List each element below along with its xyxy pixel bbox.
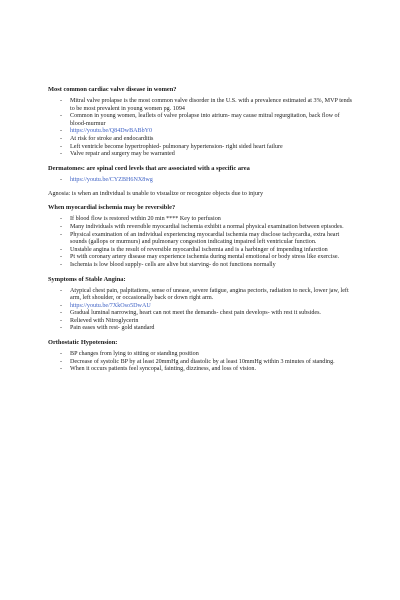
list-item-text: Decrease of systolic BP by at least 20mmHg and diastolic by at least 10mmHg within 3 minutes of standing.: [70, 358, 335, 365]
list-item-text: Relieved with Nitroglycerin: [70, 317, 139, 324]
dash-bullet-icon: -: [60, 176, 63, 183]
paragraph: Agnosia: is when an individual is unable to visualize or recognize objects due to injury: [48, 190, 264, 198]
dash-bullet-icon: -: [60, 143, 63, 150]
dash-bullet-icon: -: [60, 98, 63, 104]
section-heading: Orthostatic Hypotension:: [48, 339, 118, 347]
bullet-list: [48, 177, 356, 185]
bullet-list: [48, 216, 356, 269]
dash-bullet-icon: -: [60, 246, 63, 253]
dash-bullet-icon: -: [60, 216, 63, 223]
video-link[interactable]: https://youtu.be/7XkOso5DwAU: [70, 302, 151, 309]
list-item-text: Pt with coronary artery disease may experience ischemia during mental emotional or body stress like exercise.: [70, 254, 340, 261]
dash-bullet-icon: -: [60, 223, 63, 230]
list-item: [48, 144, 356, 152]
list-item: [48, 136, 356, 144]
list-item: [48, 113, 356, 128]
list-item: [48, 310, 356, 318]
list-item: [48, 254, 356, 262]
list-item-text: When it occurs patients feel syncopal, fainting, dizziness, and loss of vision.: [70, 366, 256, 373]
dash-bullet-icon: -: [60, 302, 63, 309]
list-item-text: BP changes from lying to sitting or standing position: [70, 351, 199, 358]
list-item-text: Gradual luminal narrowing, heart can not meet the demands- chest pain develops- with rest it subsides.: [70, 310, 321, 317]
list-item-text: If blood flow is restored within 20 min **** Key to perfusion: [70, 216, 221, 223]
section-heading: When myocardial ischemia may be reversible?: [48, 204, 176, 212]
list-item: [48, 216, 356, 224]
section-heading: Dermatomes: are spinal cord levels that are associated with a specific area: [48, 164, 250, 172]
section-heading: Symptoms of Stable Angina:: [48, 275, 126, 283]
list-item: [48, 288, 356, 303]
bullet-list: [48, 351, 356, 374]
bullet-list: [48, 288, 356, 334]
list-item: [48, 318, 356, 326]
dash-bullet-icon: -: [60, 254, 63, 261]
list-item-link[interactable]: [48, 177, 356, 185]
dash-bullet-icon: -: [60, 128, 63, 135]
list-item-text: Physical examination of an individual experiencing myocardial ischemia may disclose tachycardia, extra heart sounds (gallops or murmurs) and pulmonary congestion indicating impaired left ventricular function.: [70, 231, 340, 246]
dash-bullet-icon: -: [60, 135, 63, 142]
dash-bullet-icon: -: [60, 287, 63, 294]
dash-bullet-icon: -: [60, 151, 63, 158]
list-item: [48, 151, 356, 159]
list-item-text: Atypical chest pain, palpitations, sense of unease, severe fatigue, angina pectoris, radiation to neck, lower jaw, left arm, left shoulder, or occasionally back or down right arm.: [70, 287, 349, 302]
video-link[interactable]: https://youtu.be/CYZBH6NX8wg: [70, 176, 153, 183]
bullet-list: [48, 98, 356, 159]
list-item: [48, 224, 356, 232]
video-link[interactable]: https://youtu.be/Q84DwBABbY0: [70, 128, 153, 135]
list-item: [48, 247, 356, 255]
document-body: [48, 86, 356, 380]
list-item: [48, 232, 356, 247]
dash-bullet-icon: -: [60, 351, 63, 358]
list-item: [48, 366, 356, 374]
list-item-text: Ischemia is low blood supply- cells are alive but starving- do not functions normally: [70, 261, 276, 268]
dash-bullet-icon: -: [60, 261, 63, 268]
list-item-text: Unstable angina is the result of reversible myocardial ischemia and is a harbinger of impending infarction: [70, 246, 328, 253]
dash-bullet-icon: -: [60, 366, 63, 373]
dash-bullet-icon: -: [60, 113, 63, 120]
list-item-text: Mitral valve prolapse is the most common valve disorder in the U.S. with a prevalence estimated at 3%, MVP tends to be most prevalent in young women pg. 1094: [70, 98, 353, 112]
list-item-text: Many individuals with reversible myocardial ischemia exhibit a normal physical examination between episodes.: [70, 223, 344, 230]
list-item-link[interactable]: [48, 303, 356, 311]
dash-bullet-icon: -: [60, 358, 63, 365]
list-item: [48, 351, 356, 359]
dash-bullet-icon: -: [60, 317, 63, 324]
list-item-text: Valve repair and surgery may be warranted: [70, 151, 175, 158]
list-item-link[interactable]: [48, 128, 356, 136]
list-item: [48, 325, 356, 333]
list-item-text: Left ventricle become hypertrophied- pulmonary hypertension- right sided heart failure: [70, 143, 283, 150]
list-item: [48, 262, 356, 270]
list-item: [48, 98, 356, 113]
dash-bullet-icon: -: [60, 310, 63, 317]
list-item-text: Pain eases with rest- gold standard: [70, 325, 155, 332]
section-heading: Most common cardiac valve disease in women?: [48, 86, 177, 93]
dash-bullet-icon: -: [60, 231, 63, 238]
list-item-text: Common in young women, leaflets of valve prolapse into atrium- may cause mitral regurgitation, back flow of blood-murmur: [70, 113, 340, 127]
list-item-text: At risk for stroke and endocarditis: [70, 135, 154, 142]
dash-bullet-icon: -: [60, 325, 63, 332]
